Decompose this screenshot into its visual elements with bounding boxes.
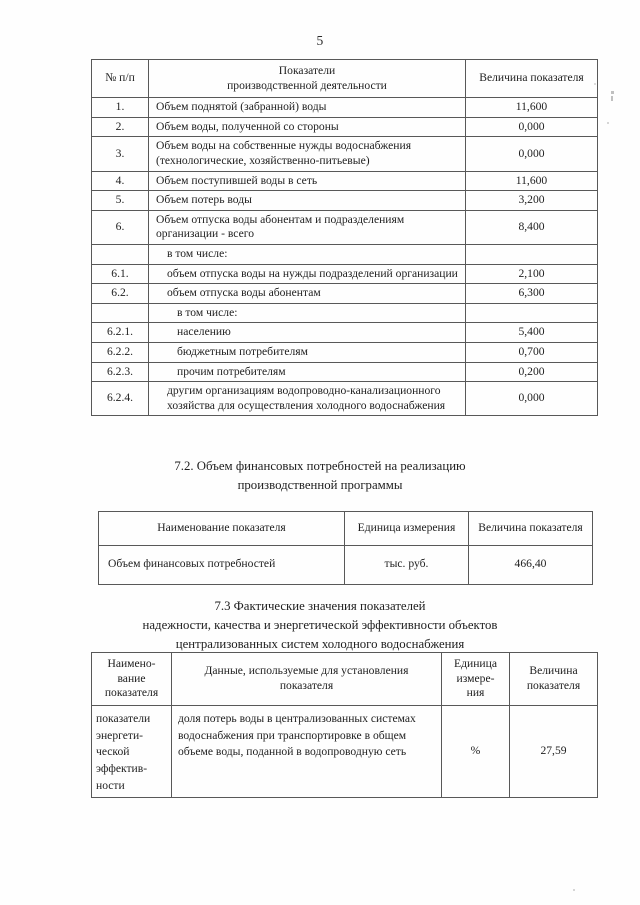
row-indicator-name: Объем поднятой (забранной) воды [149,98,466,118]
row-value: 2,100 [466,264,598,284]
row-value: 27,59 [510,705,598,797]
scan-speck [607,122,609,124]
column-header-value: Величина показателя [466,60,598,98]
table-row [92,264,598,284]
row-indicator-name: в том числе: [149,244,466,264]
row-indicator-name: объем отпуска воды на нужды подразделений организации [149,264,466,284]
scan-speck [594,83,596,85]
row-number: 6. [92,210,149,244]
table-row [92,210,598,244]
row-value: 0,000 [466,137,598,171]
row-number [92,244,149,264]
table-row [92,137,598,171]
table-row [92,117,598,137]
row-value: 0,700 [466,342,598,362]
row-number: 4. [92,171,149,191]
row-value: 8,400 [466,210,598,244]
scan-speck [611,91,614,94]
row-indicator-name: Объем поступившей воды в сеть [149,171,466,191]
column-header-indicator-line1: Показатели [278,64,336,77]
row-value: 11,600 [466,98,598,118]
row-indicator-name: другим организациям водопроводно-канализационного хозяйства для осуществления холодного водоснабжения [149,382,466,416]
column-header-data-line2: показателя [279,678,334,692]
heading-financial-line2: производственной программы [237,478,403,493]
column-header-value [510,653,598,706]
row-value: 5,400 [466,323,598,343]
column-header-value-line2: показателя [526,678,581,692]
row-indicator-name: показатели энергети- ческой эффектив- ности [92,705,172,797]
actual-values-table [91,652,598,798]
column-header-value: Величина показателя [469,512,593,546]
row-indicator-name: объем отпуска воды абонентам [149,284,466,304]
row-number: 6.1. [92,264,149,284]
row-indicator-name: Объем финансовых потребностей [99,545,345,584]
row-indicator-name: Объем отпуска воды абонентам и подразделениям организации - всего [149,210,466,244]
column-header-indicator-line2: производственной деятельности [227,78,387,92]
heading-actual-line3: централизованных систем холодного водоснабжения [175,637,465,652]
table-row [99,545,593,584]
row-number: 6.2. [92,284,149,304]
row-value: 0,000 [466,117,598,137]
table-row [92,362,598,382]
row-indicator-name: Объем воды, полученной со стороны [149,117,466,137]
row-value [466,303,598,323]
row-indicator-name: Объем воды на собственные нужды водоснабжения (технологические, хозяйственно-питьевые) [149,137,466,171]
table-header-row [92,60,598,98]
heading-financial-line1: 7.2. Объем финансовых потребностей на реализацию [174,459,466,473]
column-header-unit: Единица измерения [345,512,469,546]
row-value: 3,200 [466,191,598,211]
column-header-name: Наимено- вание показателя [92,653,172,706]
row-indicator-name: бюджетным потребителям [149,342,466,362]
table-row [92,303,598,323]
table-row [92,342,598,362]
row-unit: % [442,705,510,797]
row-value: 6,300 [466,284,598,304]
row-number: 3. [92,137,149,171]
row-number: 5. [92,191,149,211]
table-row [92,171,598,191]
section-heading-financial [0,457,640,495]
row-indicator-name: прочим потребителям [149,362,466,382]
actual-table-body [92,705,598,797]
column-header-indicator [149,60,466,98]
row-value: 466,40 [469,545,593,584]
column-header-value-line1: Величина [529,664,578,678]
production-table-body [92,98,598,416]
row-value: 11,600 [466,171,598,191]
row-number: 6.2.4. [92,382,149,416]
row-number: 6.2.3. [92,362,149,382]
table-row [92,284,598,304]
section-heading-actual [0,597,640,655]
column-header-data [172,653,442,706]
table-header-row [99,512,593,546]
row-value: 0,000 [466,382,598,416]
column-header-data-line1: Данные, используемые для установления [204,664,409,678]
row-number [92,303,149,323]
table-row [92,382,598,416]
scan-speck [573,889,575,891]
row-indicator-name: Объем потерь воды [149,191,466,211]
row-number: 6.2.1. [92,323,149,343]
financial-table-body [99,545,593,584]
financial-needs-table [98,511,593,585]
column-header-unit: Единица измере- ния [442,653,510,706]
table-row [92,323,598,343]
row-indicator-name: населению [149,323,466,343]
table-row [92,244,598,264]
heading-actual-line2: надежности, качества и энергетической эффективности объектов [142,618,498,633]
row-number: 1. [92,98,149,118]
row-data-description: доля потерь воды в централизованных системах водоснабжения при транспортировке в общем объеме воды, поданной в водопроводную сеть [172,705,442,797]
row-number: 6.2.2. [92,342,149,362]
column-header-name: Наименование показателя [99,512,345,546]
row-number: 2. [92,117,149,137]
heading-actual-line1: 7.3 Фактические значения показателей [214,599,426,613]
table-row [92,705,598,797]
scan-speck [611,96,613,101]
page-number: 5 [316,33,324,48]
row-value: 0,200 [466,362,598,382]
table-header-row [92,653,598,706]
row-indicator-name: в том числе: [149,303,466,323]
table-row [92,191,598,211]
table-row [92,98,598,118]
row-value [466,244,598,264]
production-indicators-table [91,59,598,416]
column-header-number: № п/п [92,60,149,98]
row-unit: тыс. руб. [345,545,469,584]
